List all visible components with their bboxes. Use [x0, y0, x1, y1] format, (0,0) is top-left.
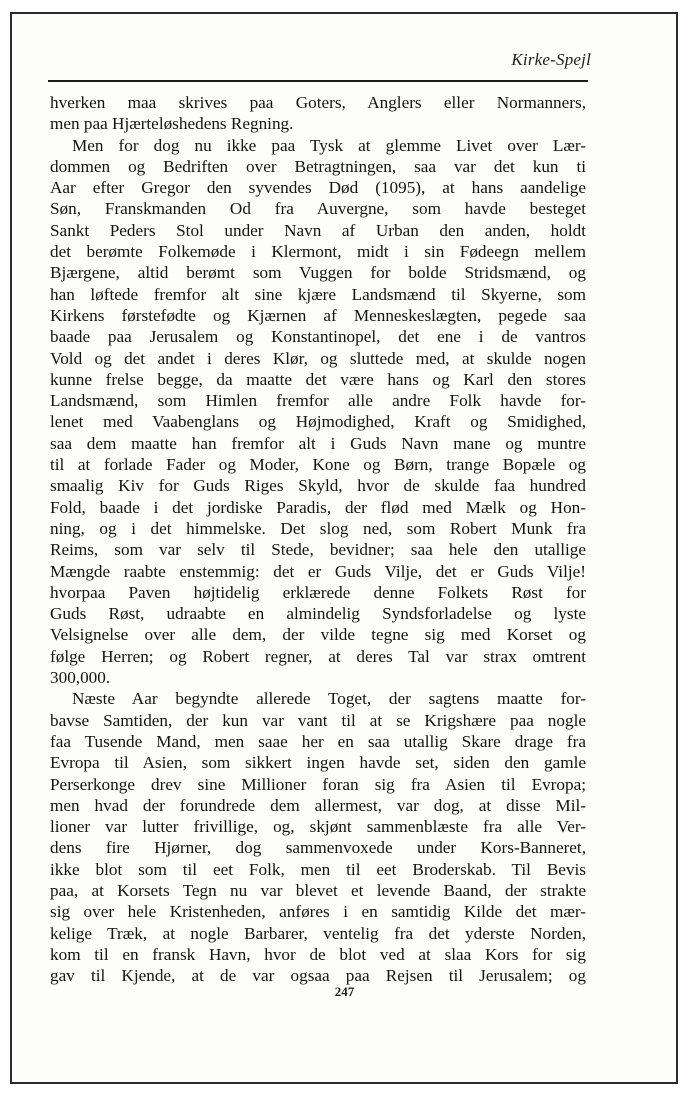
text-line: lenet med Vaabenglans og Højmodighed, Kraft og Smidighed,	[50, 412, 586, 432]
running-head: Kirke-Spejl	[511, 50, 591, 69]
text-line: sig over hele Kristenheden, anføres i en samtidig Kilde det mær-	[50, 902, 586, 922]
text-line: dommen og Bedriften over Betragtningen, saa var det kun ti	[50, 156, 586, 176]
text-line: kelige Træk, at nogle Barbarer, ventelig fra det yderste Norden,	[50, 923, 586, 943]
text-line: paa, at Korsets Tegn nu var blevet et levende Baand, der strakte	[50, 880, 586, 900]
text-line: Fold, baade i det jordiske Paradis, der flød med Mælk og Hon-	[50, 497, 586, 517]
page-number: 247	[334, 984, 355, 999]
text-line: gav til Kjende, at de var ogsaa paa Rejsen til Jerusalem; og	[50, 966, 586, 986]
text-line: Vold og det andet i deres Klør, og sluttede med, at skulde nogen	[50, 348, 586, 368]
text-line: Sankt Peders Stol under Navn af Urban den anden, holdt	[50, 220, 586, 240]
text-line: smaalig Kiv for Guds Riges Skyld, hvor de skulde faa hundred	[50, 476, 586, 496]
text-line: Kirkens førstefødte og Kjærnen af Menneskeslægten, pegede saa	[50, 305, 586, 325]
text-line: saa dem maatte han fremfor alt i Guds Navn mane og muntre	[50, 433, 586, 453]
text-line: Bjærgene, altid berømt som Vuggen for bolde Stridsmænd, og	[50, 263, 586, 283]
text-line: bavse Samtiden, der kun var vant til at se Krigshære paa nogle	[50, 710, 586, 730]
text-line: kom til en fransk Havn, hvor de blot ved at slaa Kors for sig	[50, 944, 586, 964]
text-line: han løftede fremfor alt sine kjære Landsmænd til Skyerne, som	[50, 284, 586, 304]
text-line: lioner var lutter frivillige, og, skjønt sammenblæste fra alle Ver-	[50, 817, 586, 837]
text-line: ikke blot som til eet Folk, men til eet Broderskab. Til Bevis	[50, 859, 586, 879]
text-line: hvorpaa Paven højtidelig erklærede denne Folkets Røst for	[50, 582, 586, 602]
text-line: 300,000.	[50, 668, 111, 688]
text-line: Men for dog nu ikke paa Tysk at glemme Livet over Lær-	[72, 135, 586, 155]
text-line: ning, og i det himmelske. Det slog ned, som Robert Munk fra	[50, 518, 586, 538]
text-line: følge Herren; og Robert regner, at deres Tal var strax omtrent	[50, 646, 586, 666]
text-line: men paa Hjærteløshedens Regning.	[50, 114, 294, 134]
text-line: Evropa til Asien, som sikkert ingen havde set, siden den gamle	[50, 753, 586, 773]
text-line: Næste Aar begyndte allerede Toget, der sagtens maatte for-	[72, 689, 586, 709]
text-line: det berømte Folkemøde i Klermont, midt i sin Fødeegn mellem	[50, 242, 586, 262]
text-line: Reims, som var selv til Stede, bevidner; saa hele den utallige	[50, 540, 586, 560]
header-rule	[48, 80, 588, 82]
body-text	[50, 92, 586, 986]
text-line: hverken maa skrives paa Goters, Anglers eller Normanners,	[50, 93, 586, 112]
text-line: Landsmænd, som Himlen fremfor alle andre Folk havde for-	[50, 391, 586, 411]
text-line: men hvad der forundrede dem allermest, var dog, at disse Mil-	[50, 795, 586, 815]
text-line: kunne frelse begge, da maatte det være hans og Karl den stores	[50, 369, 586, 389]
text-line: Guds Røst, udraabte en almindelig Syndsforladelse og lyste	[50, 604, 586, 624]
text-line: Søn, Franskmanden Od fra Auvergne, som havde besteget	[50, 199, 586, 219]
text-line: til at forlade Fader og Moder, Kone og Børn, trange Bopæle og	[50, 455, 586, 475]
text-line: Aar efter Gregor den syvendes Død (1095), at hans aandelige	[50, 178, 586, 198]
text-line: Velsignelse over alle dem, der vilde tegne sig med Korset og	[50, 625, 586, 645]
text-line: Perserkonge drev sine Millioner foran sig fra Asien til Evropa;	[50, 774, 586, 794]
text-line: Mængde raabte enstemmig: det er Guds Vilje, det er Guds Vilje!	[50, 561, 586, 581]
text-line: faa Tusende Mand, men saae her en saa utallig Skare drage fra	[50, 731, 586, 751]
text-line: dens fire Hjørner, dog sammenvoxede under Kors-Banneret,	[50, 838, 586, 858]
text-line: baade paa Jerusalem og Konstantinopel, det ene i de vantros	[50, 327, 586, 347]
